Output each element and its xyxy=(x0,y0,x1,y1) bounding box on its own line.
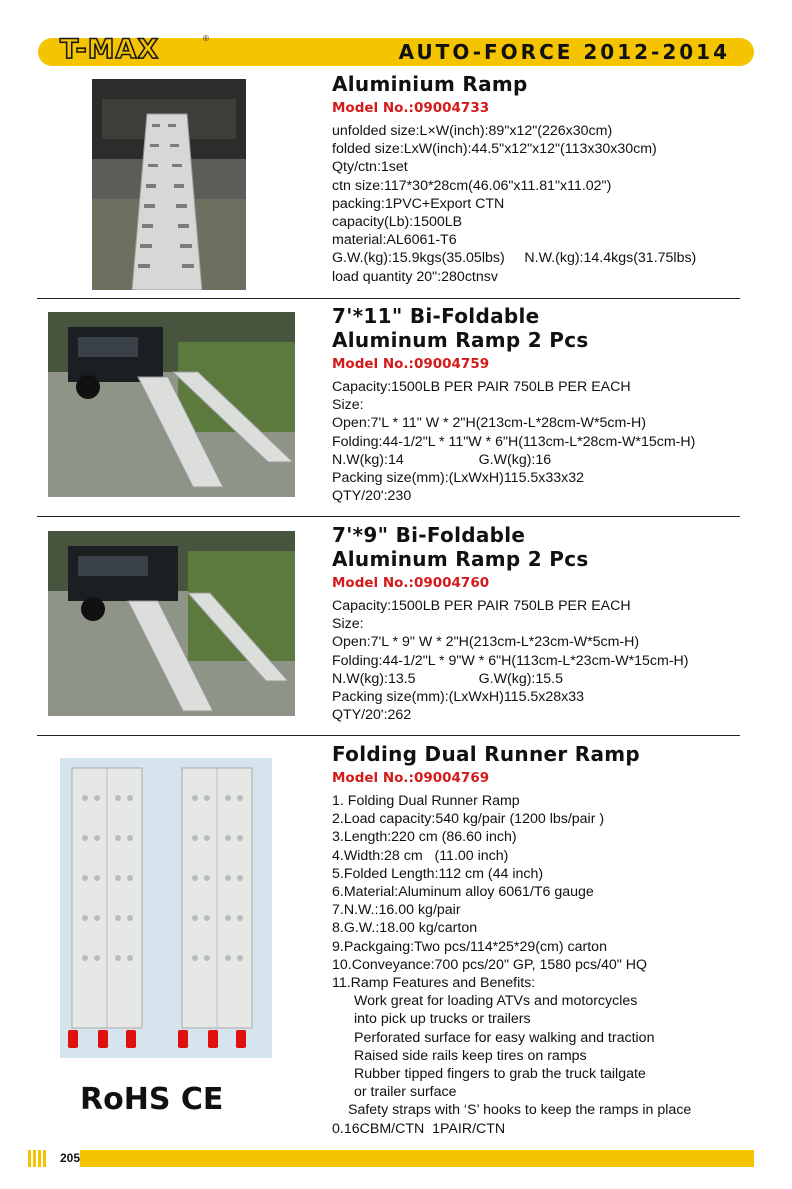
spec-line: 4.Width:28 cm (11.00 inch) xyxy=(332,847,509,864)
spec-line: G.W.(kg):15.9kgs(35.05lbs) N.W.(kg):14.4kgs(31.75lbs) xyxy=(332,250,697,267)
feature-line: Work great for loading ATVs and motorcycles xyxy=(354,993,638,1010)
feature-line: Raised side rails keep tires on ramps xyxy=(354,1047,587,1064)
product-title: Aluminium Ramp xyxy=(332,72,528,96)
product-title: Aluminum Ramp 2 Pcs xyxy=(332,328,589,352)
footer-tab-marks xyxy=(28,1150,50,1167)
product-title: Aluminum Ramp 2 Pcs xyxy=(332,547,589,571)
feature-line: Rubber tipped fingers to grab the truck tailgate xyxy=(354,1066,646,1083)
spec-line: 6.Material:Aluminum alloy 6061/T6 gauge xyxy=(332,884,594,901)
spec-line: Folding:44-1/2"L * 9"W * 6"H(113cm-L*23cm-W*15cm-H) xyxy=(332,652,689,669)
certification-marks: RoHS CE xyxy=(80,1082,224,1117)
section-divider xyxy=(37,298,740,299)
spec-line: folded size:LxW(inch):44.5"x12"x12"(113x30x30cm) xyxy=(332,141,657,158)
spec-line: 5.Folded Length:112 cm (44 inch) xyxy=(332,865,544,882)
feature-line: Perforated surface for easy walking and traction xyxy=(354,1029,655,1046)
spec-line: Open:7'L * 9" W * 2"H(213cm-L*23cm-W*5cm-H) xyxy=(332,634,640,651)
page-header xyxy=(38,34,754,74)
spec-line: N.W(kg):14 G.W(kg):16 xyxy=(332,451,552,468)
spec-line: 8.G.W.:18.00 kg/carton xyxy=(332,920,478,937)
model-number: Model No.:09004760 xyxy=(332,575,490,591)
spec-line: QTY/20':230 xyxy=(332,488,412,505)
spec-line: Size: xyxy=(332,616,364,633)
spec-line: Packing size(mm):(LxWxH)115.5x33x32 xyxy=(332,470,585,487)
section-divider xyxy=(37,516,740,517)
spec-line: load quantity 20":280ctnsv xyxy=(332,268,498,285)
footer-bar xyxy=(80,1150,754,1167)
packing-line: 0.16CBM/CTN 1PAIR/CTN xyxy=(332,1120,506,1137)
page-number: 205 xyxy=(60,1151,81,1165)
product-title: 7'*9" Bi-Foldable xyxy=(332,523,526,547)
brand-logo: T-MAX xyxy=(60,34,160,65)
spec-line: N.W(kg):13.5 G.W(kg):15.5 xyxy=(332,670,563,687)
feature-line: Safety straps with ‘S’ hooks to keep the ramps in place xyxy=(348,1102,692,1119)
catalog-title: AUTO-FORCE 2012-2014 xyxy=(398,40,730,64)
spec-line: Size: xyxy=(332,397,364,414)
product-photo-aluminium-ramp xyxy=(92,79,246,290)
section-divider xyxy=(37,735,740,736)
page-footer xyxy=(28,1150,754,1167)
spec-line: packing:1PVC+Export CTN xyxy=(332,195,505,212)
product-info-09004759 xyxy=(332,304,695,505)
product-info-09004733 xyxy=(332,72,696,286)
spec-line: Folding:44-1/2"L * 11"W * 6"H(113cm-L*28cm-W*15cm-H) xyxy=(332,433,696,450)
feature-line: or trailer surface xyxy=(354,1084,457,1101)
spec-line: Qty/ctn:1set xyxy=(332,159,408,176)
product-info-09004769 xyxy=(332,742,691,1138)
product-title: Folding Dual Runner Ramp xyxy=(332,742,641,766)
spec-line: Capacity:1500LB PER PAIR 750LB PER EACH xyxy=(332,598,631,614)
spec-line: Packing size(mm):(LxWxH)115.5x28x33 xyxy=(332,689,585,706)
spec-line: 11.Ramp Features and Benefits: xyxy=(332,975,536,992)
spec-line: Open:7'L * 11" W * 2"H(213cm-L*28cm-W*5cm-H) xyxy=(332,415,646,432)
spec-line: 3.Length:220 cm (86.60 inch) xyxy=(332,829,517,846)
spec-line: 9.Packgaing:Two pcs/114*25*29(cm) carton xyxy=(332,938,607,955)
spec-line: Capacity:1500LB PER PAIR 750LB PER EACH xyxy=(332,379,631,395)
spec-line: unfolded size:L×W(inch):89"x12"(226x30cm) xyxy=(332,123,613,139)
spec-line: ctn size:117*30*28cm(46.06"x11.81"x11.02") xyxy=(332,177,612,194)
spec-line: QTY/20':262 xyxy=(332,707,412,724)
spec-line: 10.Conveyance:700 pcs/20" GP, 1580 pcs/40" HQ xyxy=(332,956,648,973)
spec-line: 7.N.W.:16.00 kg/pair xyxy=(332,902,461,919)
spec-line: capacity(Lb):1500LB xyxy=(332,214,463,231)
registered-mark: ® xyxy=(203,34,209,43)
spec-line: 2.Load capacity:540 kg/pair (1200 lbs/pair ) xyxy=(332,811,605,828)
product-photo-bifoldable-7x9 xyxy=(48,531,295,716)
model-number: Model No.:09004733 xyxy=(332,100,490,116)
spec-line: material:AL6061-T6 xyxy=(332,232,457,249)
product-title: 7'*11" Bi-Foldable xyxy=(332,304,540,328)
feature-line: into pick up trucks or trailers xyxy=(354,1011,531,1028)
product-photo-bifoldable-7x11 xyxy=(48,312,295,497)
product-info-09004760 xyxy=(332,523,689,724)
spec-line: 1. Folding Dual Runner Ramp xyxy=(332,793,520,809)
model-number: Model No.:09004759 xyxy=(332,356,490,372)
model-number: Model No.:09004769 xyxy=(332,770,490,786)
product-photo-dual-runner-ramp xyxy=(60,758,272,1058)
